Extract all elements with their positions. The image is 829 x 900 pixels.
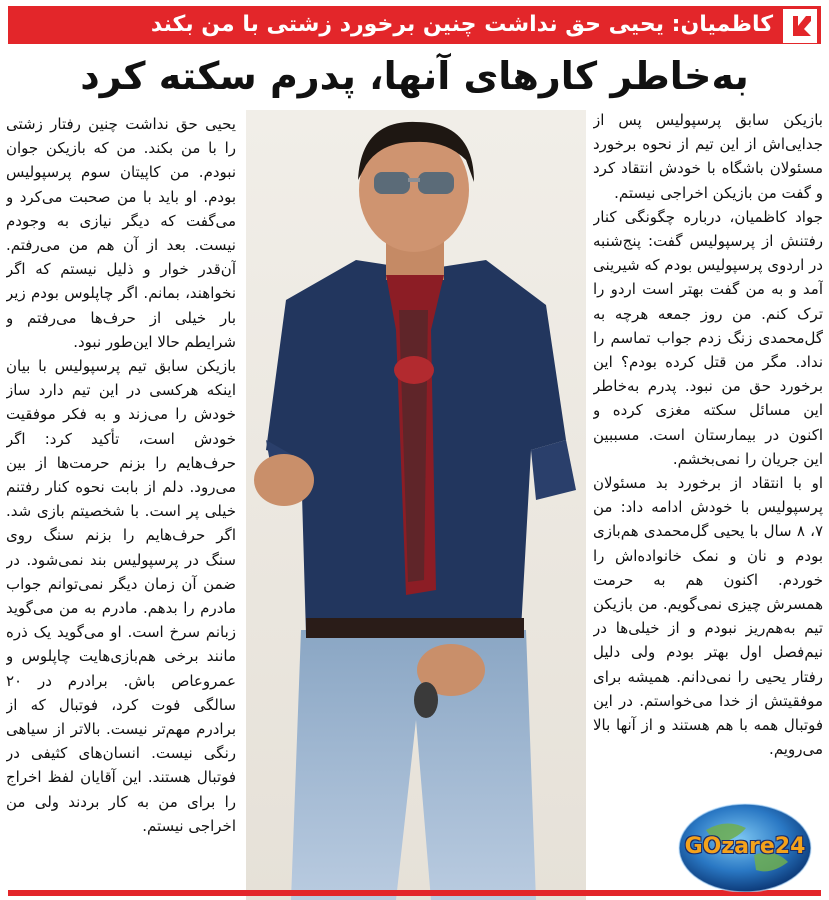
paragraph: بازیکن سابق پرسپولیس پس از جدایی‌اش از این تیم از نحوه برخورد مسئولان باشگاه با خودش انتقاد کرد و گفت من بازیکن اخراجی نیستم. [593,111,823,202]
watermark-text: GOzare24 [684,834,806,859]
paragraph: جواد کاظمیان، درباره چگونگی کنار رفتنش از پرسپولیس گفت: پنج‌شنبه در اردوی پرسپولیس بودم که شیرینی آمد و به من گفت بهتر است اردو را ترک کنم. من روز جمعه هرچه به گل‌محمدی زنگ زدم جواب تماسم را نداد. مگر من قتل کرده بودم؟ این برخورد حق من نبود. پدرم به‌خاطر این مسائل سکته مغزی کرده و اکنون در بیمارستان است. مسببین این جریان را نمی‌بخشم. [593,207,823,468]
article-kicker: کاظمیان: یحیی حق نداشت چنین برخورد زشتی با من بکند [150,12,773,37]
site-watermark [676,800,814,892]
article-headline: به‌خاطر کارهای آنها، پدرم سکته کرد [80,54,749,98]
article-column-right [593,108,823,888]
header-bar [8,6,821,44]
paragraph: یحیی حق نداشت چنین رفتار زشتی را با من بکند. من که بازیکن جوان نبودم. من کاپیتان سوم پرسپولیس بودم. او باید با من صحبت می‌کرد و می‌گفت که دیگر نیازی به وجودم نیست. بعد از آن هم من می‌رفتم. آن‌قدر خوار و ذلیل نیستم که اگر نخواهند، بمانم. اگر چاپلوس بودم زیر بار خیلی از حرف‌ها می‌رفتم و شرایطم حالا این‌طور نبود. [6,115,236,351]
paragraph: او با انتقاد از برخورد بد مسئولان پرسپولیس با خودش ادامه داد: من ۷، ۸ سال با یحیی گل‌محمدی هم‌بازی بودم و نان و نمک خانواده‌اش را خوردم. اکنون هم به حرمت همسرش چیزی نمی‌گویم. من بازیکن تیم به‌هم‌ریز نبودم و از خیلی‌ها در نیم‌فصل اول بهتر بودم ولی دلیل رفتار یحیی را نمی‌دانم. همیشه برای موفقیتش از خدا می‌خواستم. در این فوتبال همه با هم هستند و از آنها بالا می‌رویم. [593,474,823,759]
player-photo [246,110,586,900]
paragraph: بازیکن سابق تیم پرسپولیس با بیان اینکه هرکسی در این تیم دارد ساز خودش را می‌زند و به فکر موفقیت خودش است، تأکید کرد: اگر حرف‌هایم را بزنم حرمت‌ها از بین می‌رود. دلم از بابت نحوه کنار رفتنم خیلی پر است. با شخصیتم بازی شد. اگر حرف‌هایم را بزنم سنگ روی سنگ در پرسپولیس بند نمی‌شود. در ضمن آن زمان دیگر نمی‌توانم جواب مادرم را بدهم. مادرم به من می‌گوید زبانم سرخ است. او می‌گوید یک ذره مانند برخی هم‌بازی‌هایت چاپلوس و عمروعاص باش. برادرم در ۲۰ سالگی فوت کرد، فوتبال که از برادرم مهم‌تر نیست. بالاتر از سیاهی رنگی نیست. انسان‌های کثیفی در فوتبال هستند. این آقایان لفظ اخراج را برای من به کار بردند ولی من اخراجی نیستم. [6,357,236,835]
article-column-left [6,112,236,892]
red-square-brand-icon [783,9,817,43]
